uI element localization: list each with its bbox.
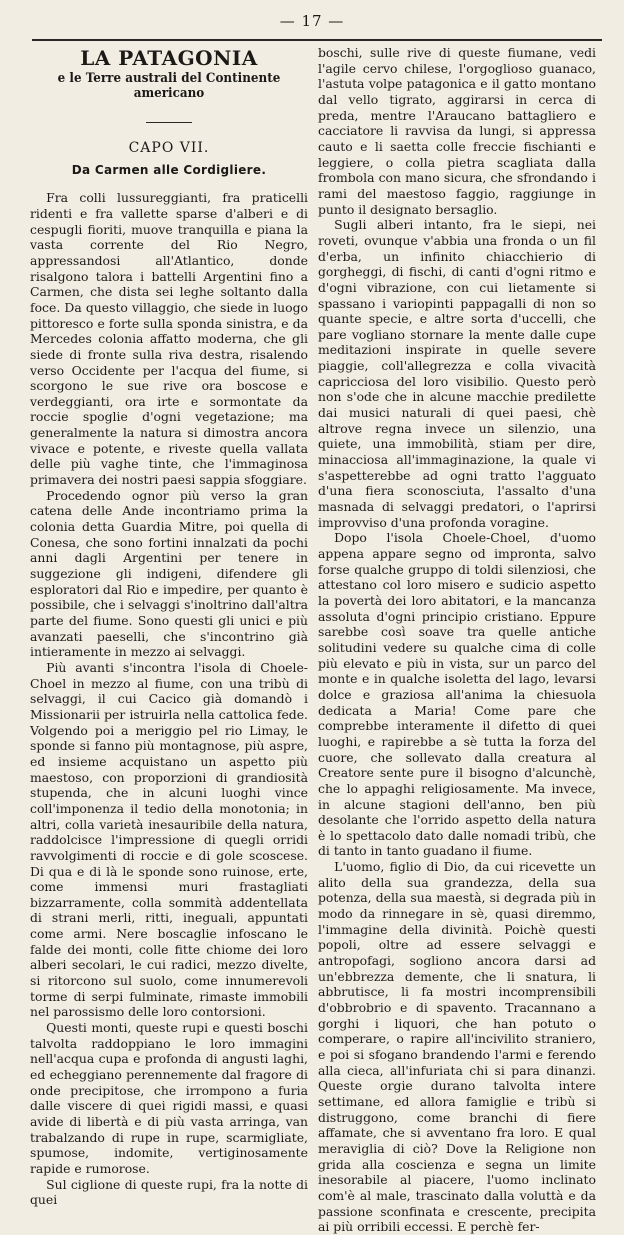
right-column: [318, 45, 596, 1235]
chapter-description: Da Carmen alle Cordigliere.: [71, 162, 267, 177]
section-divider: [146, 122, 192, 123]
page-subtitle: e le Terre australi del Continente americano: [57, 70, 281, 102]
paragraph: Procedendo ognor più verso la gran catena delle Ande incontriamo prima la colonia detta Guardia Mitre, poi quella di Conesa, che sono fortini innalzati da pochi anni dagli Argentini per tenere in suggezione gli indigeni, difendere gli esploratori dal Rio e impedire, per quanto è possibile, che i selvaggi s'inoltrino dall'altra parte del fiume. Sono questi gli unici e più avanzati paeselli, che s'incontrino già intieramente in mezzo ai selvaggi.: [30, 487, 308, 660]
paragraph: L'uomo, figlio di Dio, da cui ricevette un alito della sua grandezza, della sua potenza, della sua maestà, si degrada più in modo da rinnegare in sè, quasi diremmo, l'immagine della divinità. Poichè questi popoli, oltre ad essere selvaggi e antropofagi, sogliono ancora darsi ad un'ebbrezza demente, che li snatura, li abbrutisce, li fa mostri incomprensibili d'obbrobrio e di spavento. Tracannano a gorghi i liquori, che han potuto o comperare, o rapire all'incivilito straniero, e poi si sfogano brandendo l'armi e ferendo alla cieca, all'infuriata chi si para dinanzi. Queste orgie durano talvolta intere settimane, ed allora famiglie e tribù si distruggono, come branchi di fiere affamate, che si avventano fra loro. E qual meraviglia di ciò? Dove la Religione non grida alla coscienza e segna un limite inesorabile al piacere, l'uomo inclinato com'è al male, trascinato dalla voluttà e da passione sconfinata e crescente, precipita ai più orribili eccessi. E perchè fer-: [318, 859, 596, 1235]
paragraph: Dopo l'isola Choele-Choel, d'uomo appena appare segno od impronta, salvo forse qualche gruppo di toldi silenziosi, che attestano col loro misero e sudicio aspetto la povertà dei loro abitatori, e la mancanza assoluta d'ogni principio cristiano. Eppure sarebbe così soave tra quelle antiche solitudini vedere su qualche cima di colle più elevato e più in vista, sur un parco del monte e in qualche isoletta del lago, levarsi dolce e graziosa all'anima la chiesuola dedicata a Maria! Come pare che comprebbe interamente il difetto di quei luoghi, e rapirebbe a sè tutta la forza del cuore, che sollevato dalla creatura al Creatore sente pure il bisogno d'alcunchè, che lo appaghi religiosamente. Ma invece, in alcune stagioni dell'anno, ben più desolante che l'orrido aspetto della natura è lo spettacolo dato dalle nomadi tribù, che di tanto in tanto guadano il fiume.: [318, 530, 596, 859]
paragraph: Più avanti s'incontra l'isola di Choele-Choel in mezzo al fiume, con una tribù di selvaggi, il cui Cacico già domandò i Missionarii per istruirla nella cattolica fede. Volgendo poi a meriggio pel rio Limay, le sponde si fanno più montagnose, più aspre, ed insieme acquistano un aspetto più maestoso, con proporzioni di grandiosità stupenda, che in alcuni luoghi vince coll'imponenza il tedio della monotonia; in altri, colla varietà inesauribile della natura, raddolcisce l'impressione di quegli orridi ravvolgimenti di roccie e di gole scoscese. Di qua e di là le sponde sono ruinose, erte, come immensi muri frastagliati bizzarramente, colla sommità addentellata di strani merli, ritti, ineguali, appuntati come armi. Nere boscaglie infoscano le falde dei monti, colle fitte chiome dei loro alberi secolari, le cui radici, mezzo divelte, si ritorcono sul suolo, come innumerevoli torme di serpi fulminate, rimaste immobili nel parossismo delle loro contorsioni.: [30, 659, 308, 1020]
left-column: [30, 45, 308, 1208]
paragraph: boschi, sulle rive di queste fiumane, vedi l'agile cervo chilese, l'orgoglioso guanaco, l'astuta volpe patagonica e il gatto montano dal vello tigrato, aggirarsi in cerca di preda, mentre l'Araucano battagliero e cacciatore li ravvisa da lungi, si appressa cauto e li saetta colle freccie fischianti e leggiere, o colla pietra scagliata dalla frombola con mano sicura, che sfrondando i rami del maestoso faggio, raggiunge in punto il designato bersaglio.: [318, 45, 596, 217]
page-title: LA PATAGONIA: [80, 46, 258, 70]
paragraph: Questi monti, queste rupi e questi boschi talvolta raddoppiano le loro immagini nell'acqua cupa e profonda di angusti laghi, ed echeggiano perennemente dal fragore di onde precipitose, che irrompono a furia dalle viscere di quei rigidi massi, e quasi avide di libertà e di più vasta arringa, van trabalzando di rupe in rupe, scarmigliate, spumose, indomite, vertiginosamente rapide e rumorose.: [30, 1020, 308, 1176]
chapter-heading: CAPO VII.: [128, 139, 210, 156]
header-rule: [32, 39, 602, 41]
paragraph: Fra colli lussureggianti, fra praticelli ridenti e fra vallette sparse d'alberi e di cespugli fioriti, muove tranquilla e piana la vasta corrente del Rio Negro, appressandosi all'Atlantico, donde risalgono talora i battelli Argentini fino a Carmen, che dista sei leghe soltanto dalla foce. Da questo villaggio, che siede in luogo pittoresco e forte sulla sponda sinistra, e da Mercedes colonia affatto moderna, che gli siede di fronte sulla riva destra, risalendo verso Occidente per l'acqua del fiume, si scorgono le sue rive ora boscose e verdeggianti, ora irte e sormontate da roccie spoglie d'ogni vegetazione; ma generalmente la natura si dimostra ancora vivace e potente, e riveste quella vallata delle più vaghe tinte, che l'immaginosa primavera dei nostri paesi sappia sfoggiare.: [30, 190, 308, 488]
paragraph: Sul ciglione di queste rupi, fra la notte di quei: [30, 1176, 308, 1208]
paragraph: Sugli alberi intanto, fra le siepi, nei roveti, ovunque v'abbia una fronda o un fil d'erba, un infinito chiacchierio di gorgheggi, di fischi, di canti d'ogni ritmo e d'ogni vibrazione, con cui lietamente si spassano i variopinti pappagalli di non so quante specie, e altre sorta d'uccelli, che pare vogliano stornare la mente dalle cupe meditazioni inspirate in quelle severe piaggie, coll'allegrezza e colla vivacità capricciosa del loro visibilio. Questo però non s'ode che in alcune macchie predilette dai musici naturali di quei paesi, chè altrove regna invece un silenzio, una quiete, una immobilità, stiam per dire, minacciosa all'immaginazione, la quale vi s'aspetterebbe ad ogni tratto l'agguato d'una fiera sconosciuta, l'assalto d'una masnada di selvaggi predatori, o l'aprirsi improvviso d'una profonda voragine.: [318, 217, 596, 530]
page-number: — 17 —: [279, 12, 345, 30]
